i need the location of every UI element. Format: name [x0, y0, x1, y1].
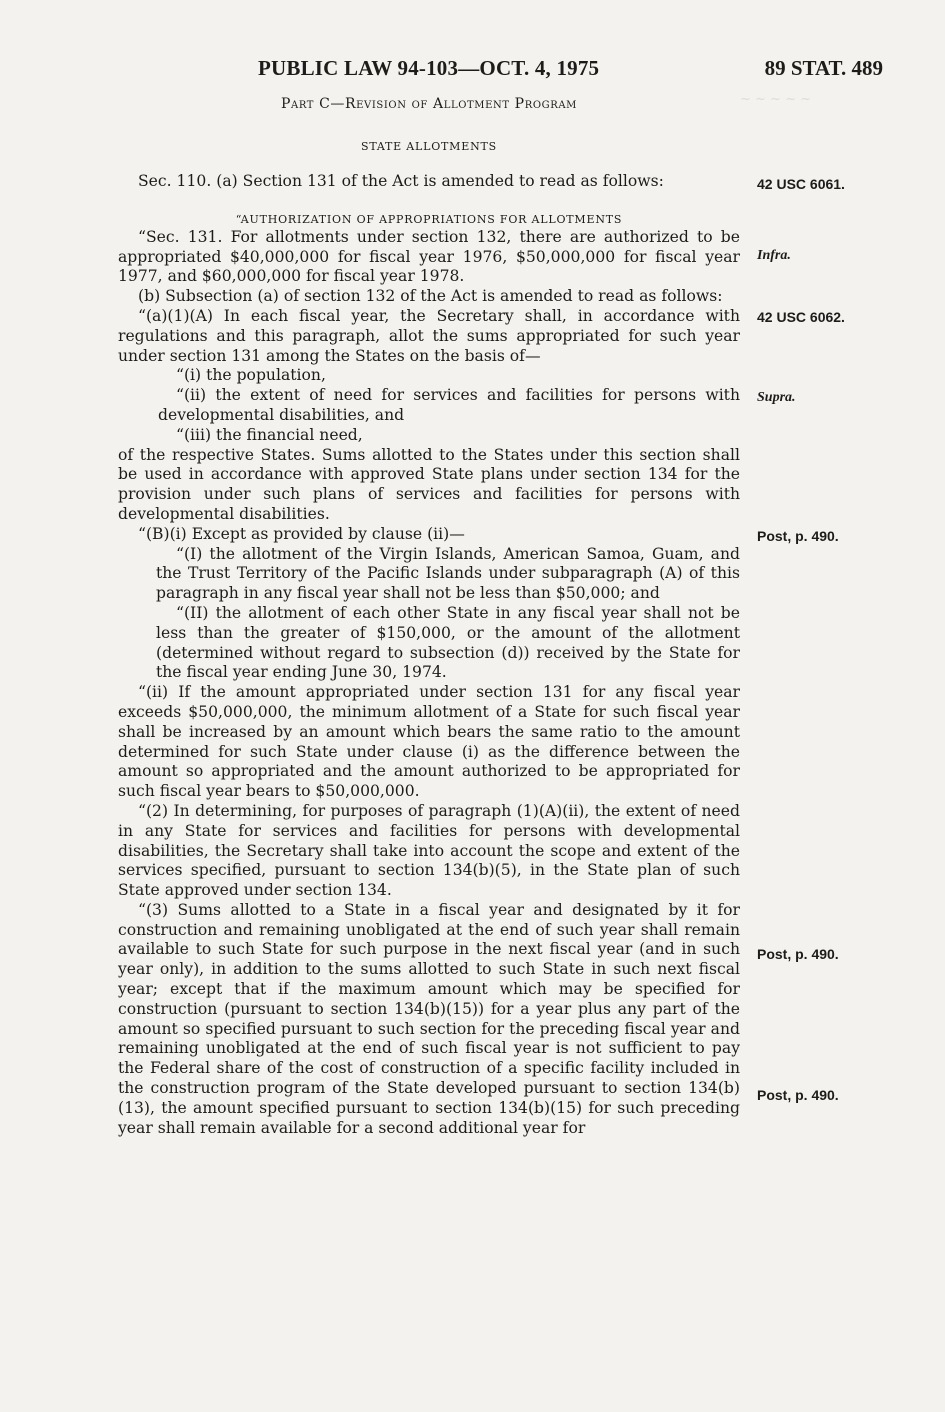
- subsection-b-paragraph: (b) Subsection (a) of section 132 of the Act is amended to read as follows:: [138, 287, 723, 306]
- page-header-title: PUBLIC LAW 94-103—OCT. 4, 1975: [258, 56, 600, 80]
- margin-note-post-490-b: Post, p. 490.: [757, 946, 839, 962]
- clause-Bi: “(B)(i) Except as provided by clause (ii)—: [138, 524, 465, 543]
- sec131-paragraph: “Sec. 131. For allotments under section 132, there are authorized to be appropriated $40,000,000 for fiscal year 1976, $50,000,000 for fiscal year 1977, and $60,000,000 for fiscal year 1978.: [118, 227, 740, 286]
- part-title: Part C—Revision of Allotment Program: [280, 96, 578, 112]
- margin-note-42-usc-6062: 42 USC 6062.: [757, 309, 845, 325]
- paragraph-2: “(2) In determining, for purposes of paragraph (1)(A)(ii), the extent of need in any State for services and facilities for persons with developmental disabilities, the Secretary shall take into account the scope and extent of the services specified, pursuant to section 134(b)(5), in the State plan of such State approved under section 134.: [118, 801, 740, 900]
- subclause-II: “(II) the allotment of each other State in any fiscal year shall not be less than the greater of $150,000, or the amount of the allotment (determined without regard to subsection (d)) received by the State for the fiscal year ending June 30, 1974.: [156, 603, 740, 682]
- page-header-stat: 89 STAT. 489: [764, 56, 883, 80]
- margin-note-infra: Infra.: [757, 248, 791, 263]
- section-heading-state-allotments: STATE ALLOTMENTS: [361, 140, 497, 153]
- margin-note-42-usc-6061: 42 USC 6061.: [757, 176, 845, 192]
- subsection-a1A-paragraph: “(a)(1)(A) In each fiscal year, the Secretary shall, in accordance with regulations and this paragraph, allot the sums appropriated for such year under section 131 among the States on the basis of—: [118, 306, 740, 365]
- section-heading-authorization: “AUTHORIZATION OF APPROPRIATIONS FOR ALLOTMENTS: [235, 213, 623, 226]
- body-text: [118, 172, 740, 1138]
- subclause-I: “(I) the allotment of the Virgin Islands, American Samoa, Guam, and the Trust Territory of the Pacific Islands under subparagraph (A) of this paragraph in any fiscal year shall not be less than $50,000; and: [156, 544, 740, 603]
- clause-iii: “(iii) the financial need,: [176, 425, 363, 444]
- margin-note-post-490-c: Post, p. 490.: [757, 1087, 839, 1103]
- paragraph-3: “(3) Sums allotted to a State in a fiscal year and designated by it for construction and remaining unobligated at the end of such year shall remain available to such State for such purpose in the next fiscal year (and in such year only), in addition to the sums allotted to such State in such next fiscal year; except that if the maximum amount which may be specified for construction (pursuant to section 134(b)(15)) for a year plus any part of the amount so specified pursuant to such section for the preceding fiscal year and remaining unobligated at the end of such fiscal year is not sufficient to pay the Federal share of the cost of construction of a specific facility included in the construction program of the State developed pursuant to section 134(b)(13), the amount specified pursuant to section 134(b)(15) for such preceding year shall remain available for a second additional year for: [118, 900, 740, 1137]
- margin-note-post-490-a: Post, p. 490.: [757, 528, 839, 544]
- margin-note-supra: Supra.: [757, 390, 796, 405]
- clause-ii-amount: “(ii) If the amount appropriated under section 131 for any fiscal year exceeds $50,000,000, the minimum allotment of a State for such fiscal year shall be increased by an amount which bears the same ratio to the amount determined for such State under clause (i) as the difference between the amount so appropriated and the amount authorized to be appropriated for such fiscal year bears to $50,000,000.: [118, 683, 740, 801]
- bleed-through: ~ ~ ~ ~ ~: [740, 92, 811, 107]
- sec110-paragraph: Sec. 110. (a) Section 131 of the Act is amended to read as follows:: [138, 172, 664, 190]
- clause-ii: “(ii) the extent of need for services and facilities for persons with developmental disabilities, and: [158, 386, 740, 424]
- respective-states-paragraph: of the respective States. Sums allotted to the States under this section shall be used in accordance with approved State plans under section 134 for the provision under such plans of services and facilities for persons with developmental disabilities.: [118, 445, 740, 523]
- clause-i: “(i) the population,: [176, 366, 326, 385]
